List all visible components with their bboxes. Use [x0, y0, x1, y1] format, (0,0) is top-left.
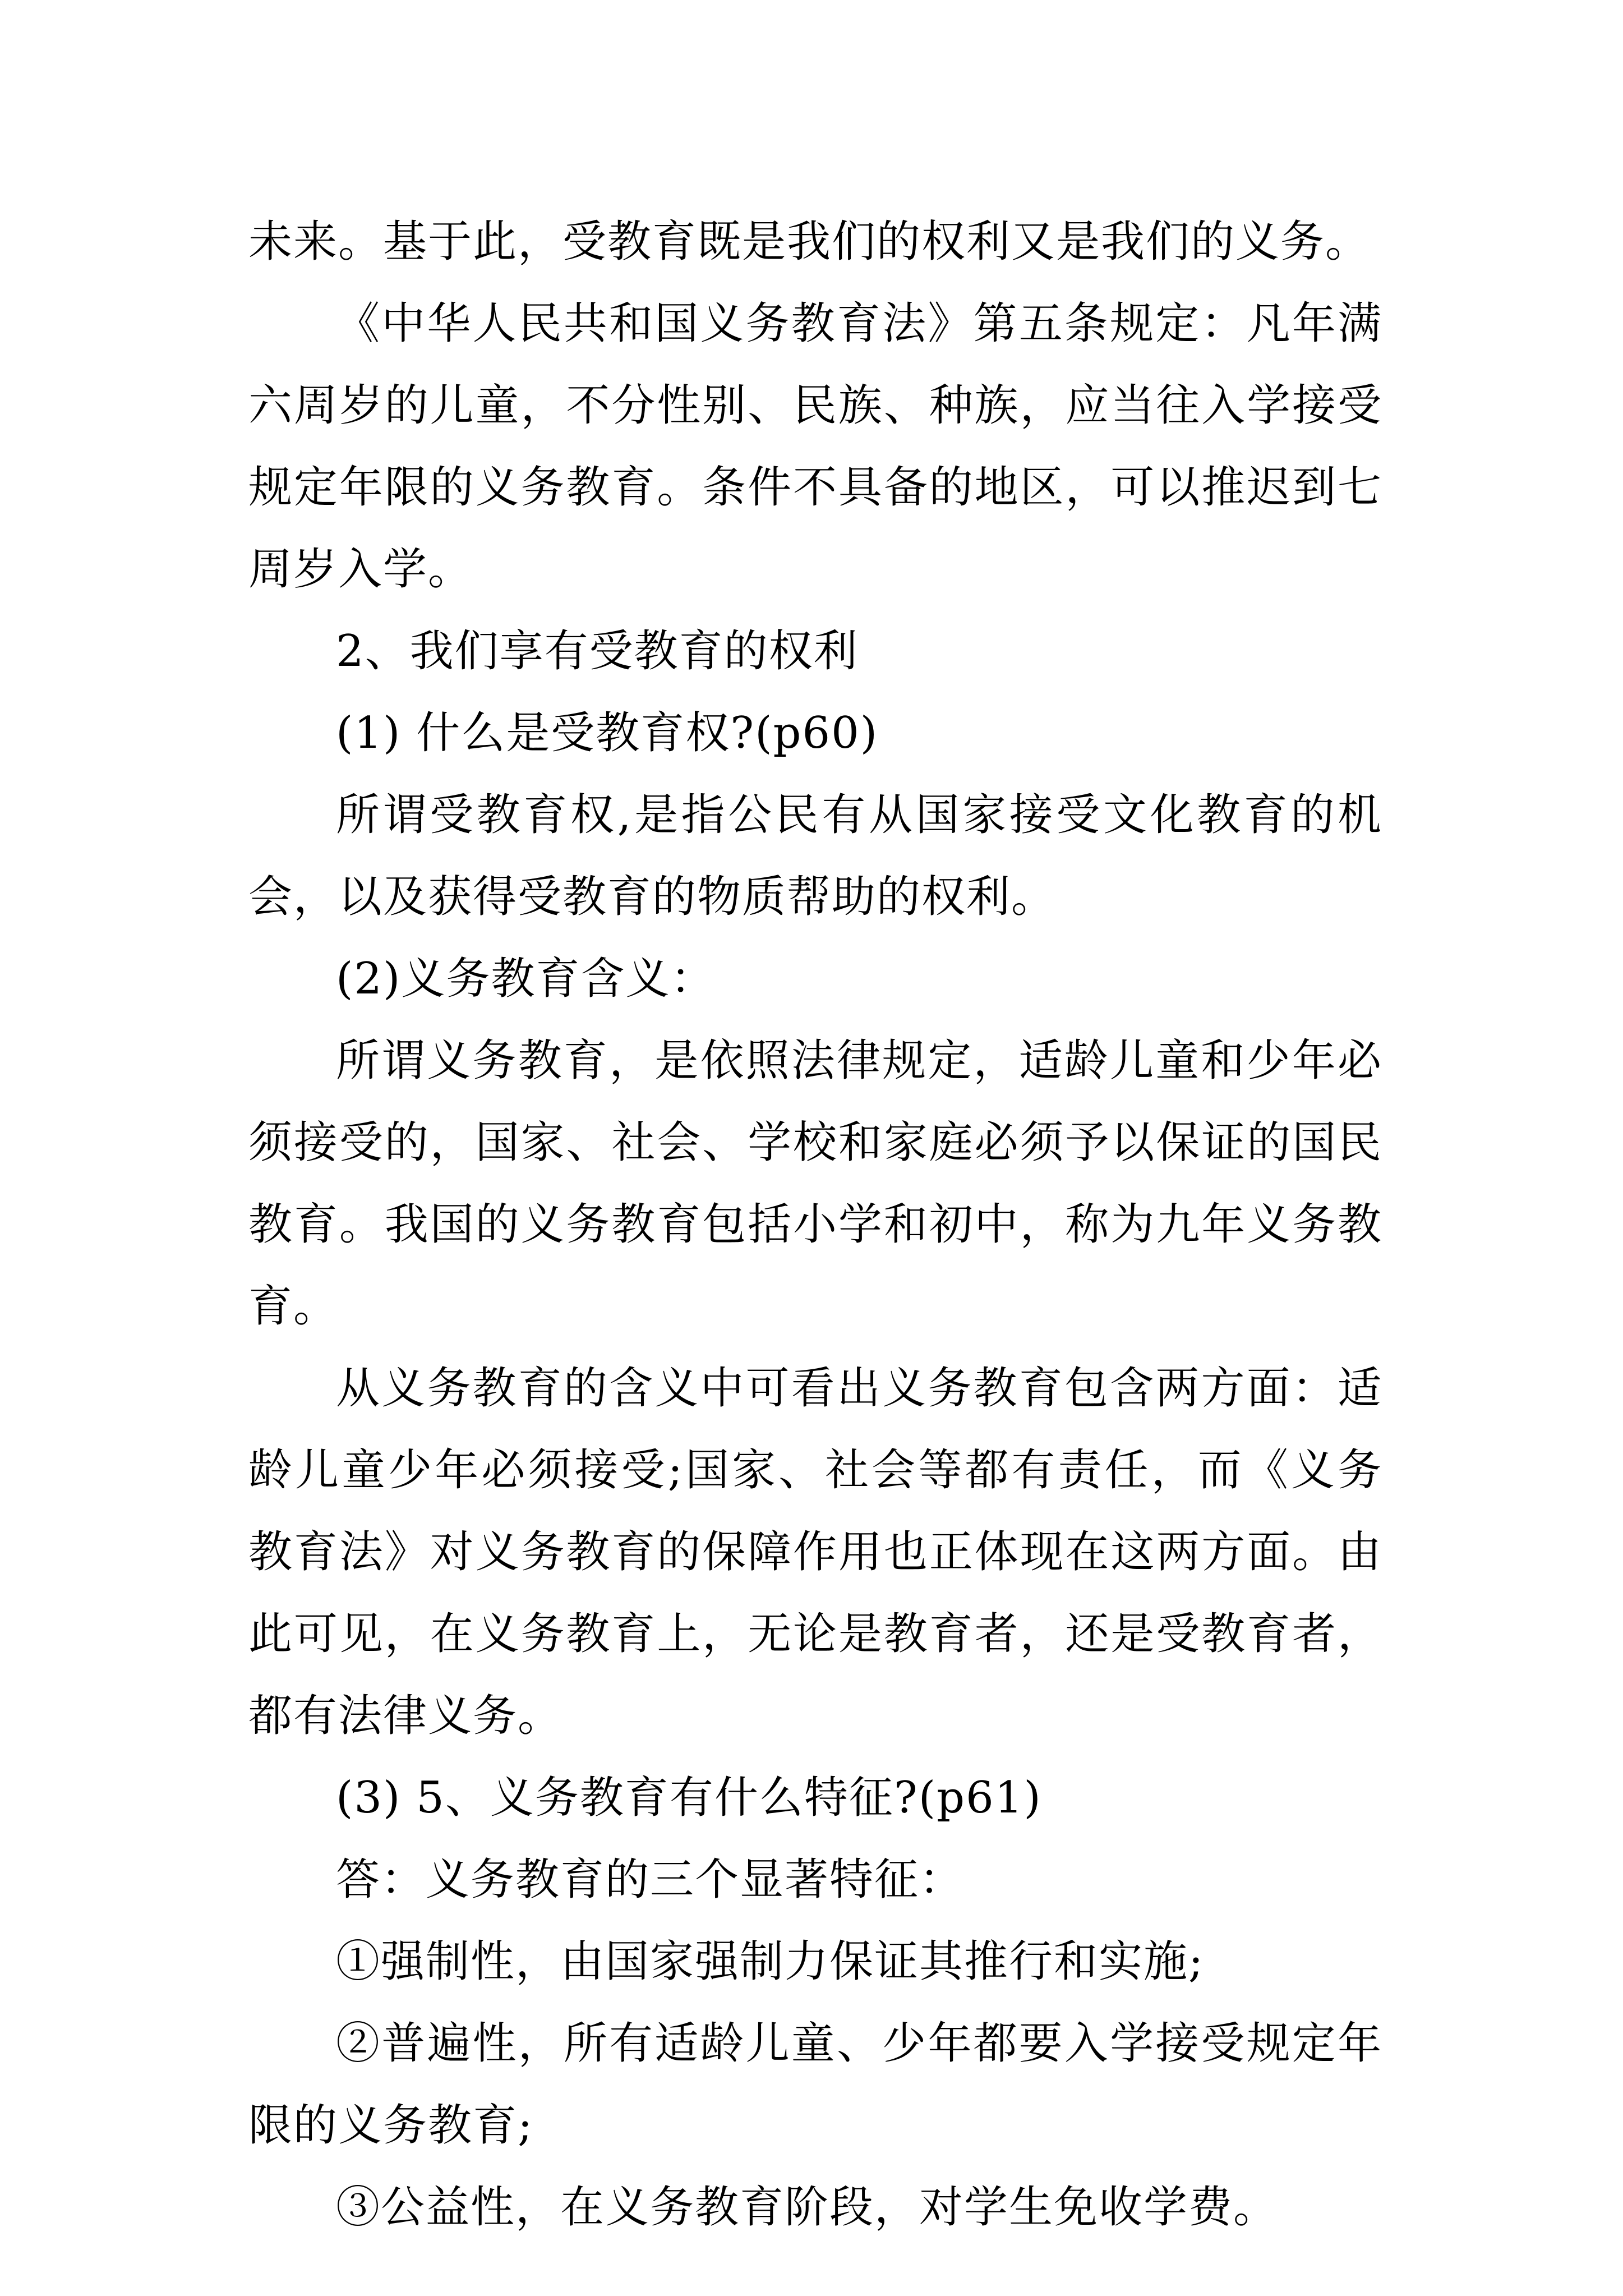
paragraph-continuation: 未来。基于此，受教育既是我们的权利又是我们的义务。 [248, 217, 1371, 267]
question-heading-features: (3) 5、义务教育有什么特征?(p61) [336, 1773, 1042, 1823]
paragraph-two-aspects: 从义务教育的含义中可看出义务教育包含两方面：适龄儿童少年必须接受;国家、社会等都有责任，而《义务教育法》对义务教育的保障作用也正体现在这两方面。由此可见，在义务教育上，无论是教育者，还是受教育者，都有法律义务。 [248, 1363, 1382, 1741]
list-item-universal: ②普遍性，所有适龄儿童、少年都要入学接受规定年限的义务教育; [248, 2018, 1382, 2151]
list-item-public-welfare: ③公益性，在义务教育阶段，对学生免收学费。 [336, 2182, 1279, 2233]
paragraph-definition-right: 所谓受教育权,是指公民有从国家接受文化教育的机会，以及获得受教育的物质帮助的权利。 [248, 790, 1382, 922]
question-heading-compulsory-meaning: (2)义务教育含义： [336, 954, 716, 1004]
paragraph-definition-compulsory: 所谓义务教育，是依照法律规定，适龄儿童和少年必须接受的，国家、社会、学校和家庭必须予以保证的国民教育。我国的义务教育包括小学和初中，称为九年义务教育。 [248, 1036, 1382, 1332]
answer-intro: 答：义务教育的三个显著特征： [336, 1855, 965, 1905]
question-heading-what-is-right: (1) 什么是受教育权?(p60) [336, 708, 879, 758]
section-heading-right-to-education: 2、我们享有受教育的权利 [336, 626, 859, 677]
document-body [248, 201, 1382, 2248]
list-item-compulsory: ①强制性，由国家强制力保证其推行和实施; [336, 1936, 1205, 1987]
paragraph-law-article: 《中华人民共和国义务教育法》第五条规定：凡年满六周岁的儿童，不分性别、民族、种族，应当往入学接受规定年限的义务教育。条件不具备的地区，可以推迟到七周岁入学。 [248, 298, 1382, 595]
